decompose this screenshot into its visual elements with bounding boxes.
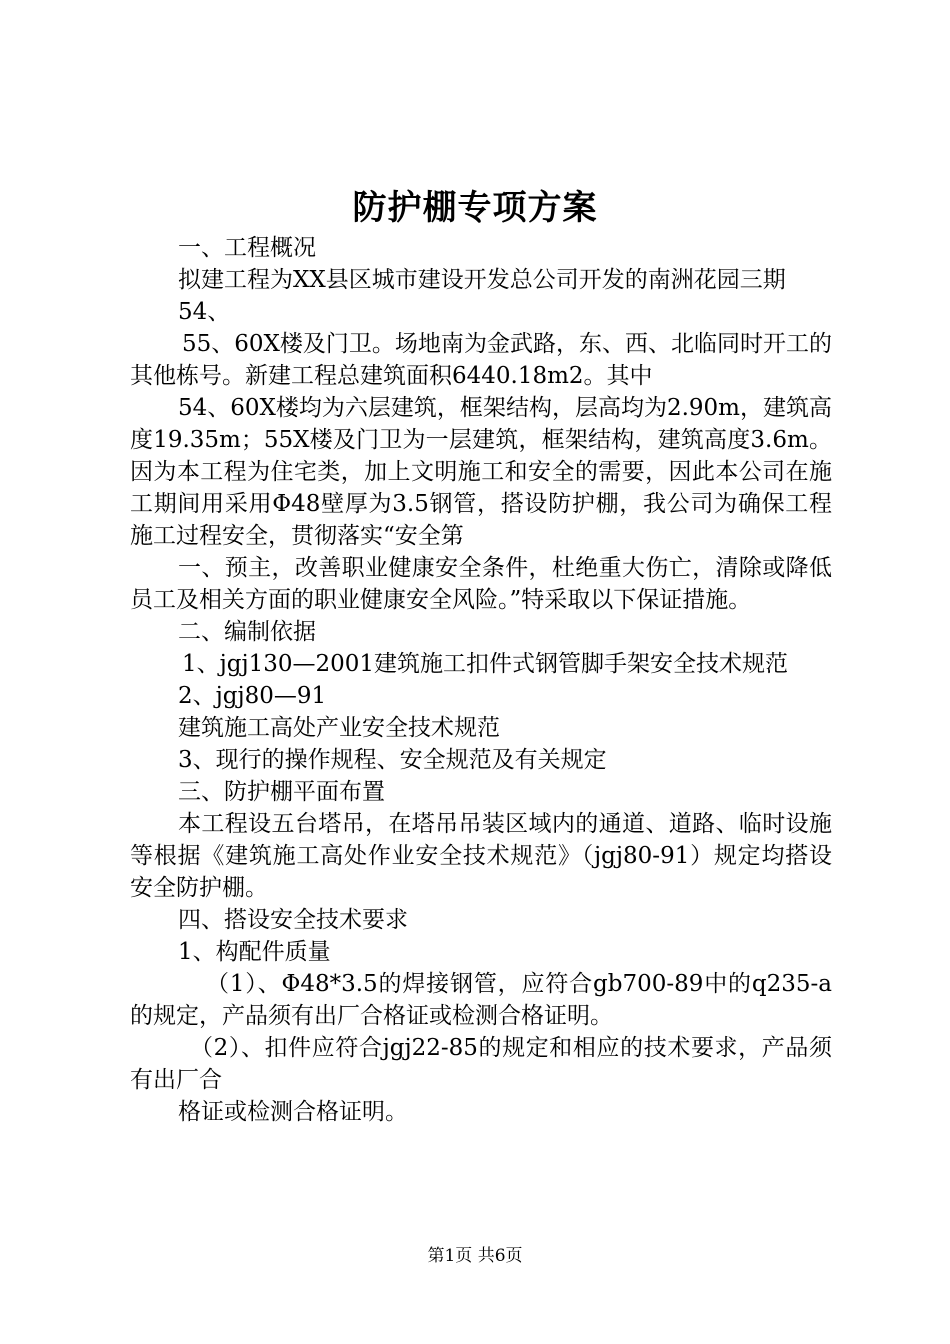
paragraph: 本工程设五台塔吊，在塔吊吊装区域内的通道、道路、临时设施等根据《建筑施工高处作业安全技术规范》（jgj80-91）规定均搭设安全防护棚。: [130, 811, 832, 901]
paragraph: 格证或检测合格证明。: [178, 1099, 408, 1125]
paragraph: 54、60X楼均为六层建筑，框架结构，层高均为2.90m，建筑高度19.35m；55X楼及门卫为一层建筑，框架结构，建筑高度3.6m。因为本工程为住宅类，加上文明施工和安全的需要，因此本公司在施工期间用采用Φ48壁厚为3.5钢管，搭设防护棚，我公司为确保工程施工过程安全，贯彻落实“安全第: [130, 395, 832, 549]
section-heading-layout: 三、防护棚平面布置: [178, 779, 385, 805]
section-heading-requirements: 四、搭设安全技术要求: [178, 907, 408, 933]
paragraph: 建筑施工高处产业安全技术规范: [178, 715, 500, 741]
list-item: 3、现行的操作规程、安全规范及有关规定: [178, 747, 607, 773]
paragraph: 拟建工程为XX县区城市建设开发总公司开发的南洲花园三期: [178, 267, 786, 293]
paragraph: 54、: [178, 299, 231, 325]
paragraph: 一、预主，改善职业健康安全条件，杜绝重大伤亡，清除或降低员工及相关方面的职业健康安全风险。”特采取以下保证措施。: [130, 555, 832, 613]
document-title: 防护棚专项方案: [352, 188, 598, 228]
list-item: （1）、Φ48*3.5的焊接钢管，应符合gb700-89中的q235-a的规定，产品须有出厂合格证或检测合格证明。: [130, 971, 832, 1029]
page-footer: 第1页 共6页: [427, 1246, 523, 1266]
section-heading-basis: 二、编制依据: [178, 619, 316, 645]
list-item: 1、jgj130—2001建筑施工扣件式钢管脚手架安全技术规范: [182, 651, 789, 677]
list-item: （2）、扣件应符合jgj22-85的规定和相应的技术要求，产品须有出厂合: [130, 1035, 832, 1093]
section-heading-overview: 一、工程概况: [178, 235, 316, 261]
list-item: 2、jgj80—91: [178, 683, 327, 709]
paragraph: 55、60X楼及门卫。场地南为金武路，东、西、北临同时开工的其他栋号。新建工程总建筑面积6440.18m2。其中: [130, 331, 832, 389]
subheading: 1、构配件质量: [178, 939, 331, 965]
document-body: [130, 232, 832, 1128]
